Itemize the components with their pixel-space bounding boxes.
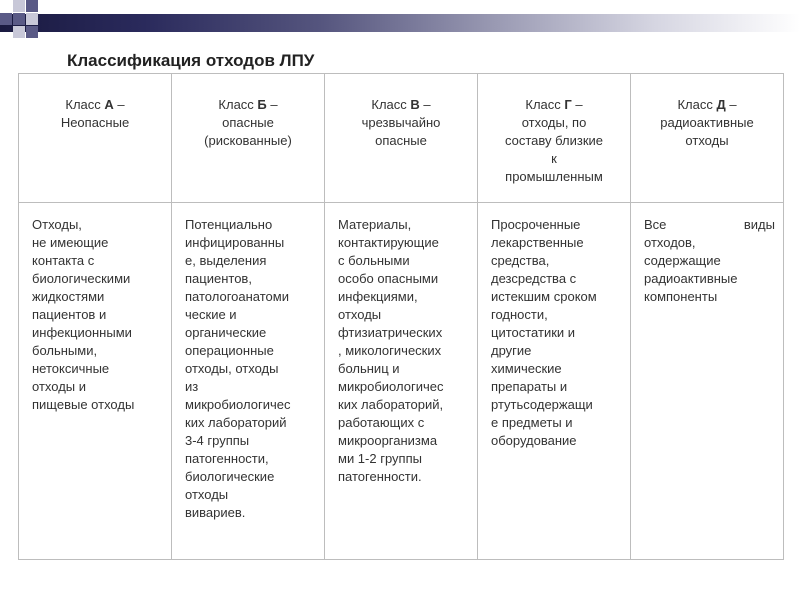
square-7 xyxy=(26,26,38,38)
class-dash: – xyxy=(113,97,125,112)
class-prefix: Класс xyxy=(371,97,411,112)
table-header-row xyxy=(19,74,784,203)
square-2 xyxy=(26,0,38,12)
class-dash: – xyxy=(266,97,278,112)
cell-line: 3-4 группы xyxy=(185,433,250,448)
cell-line: препараты и xyxy=(491,379,568,394)
cell-line: микроорганизма xyxy=(338,433,438,448)
cell-line: инфекциями, xyxy=(338,289,418,304)
cell-line: биологическими xyxy=(32,271,131,286)
class-prefix: Класс xyxy=(218,97,258,112)
square-3 xyxy=(0,13,12,25)
cell-line: нетоксичные xyxy=(32,361,110,376)
cell-word: Все xyxy=(644,217,667,232)
table-content-row xyxy=(19,203,784,560)
cell-line: ких лабораторий xyxy=(185,415,287,430)
class-description: к xyxy=(551,151,557,166)
top-banner xyxy=(0,14,800,32)
cell-line: работающих с xyxy=(338,415,425,430)
class-letter: А xyxy=(104,97,114,112)
header-class-d xyxy=(631,74,784,203)
content-class-v xyxy=(325,203,478,560)
class-dash: – xyxy=(419,97,431,112)
cell-line: химические xyxy=(491,361,562,376)
class-letter: Б xyxy=(257,97,267,112)
cell-line: инфекционными xyxy=(32,325,132,340)
cell-line: цитостатики и xyxy=(491,325,576,340)
class-prefix: Класс xyxy=(525,97,565,112)
cell-line: не имеющие xyxy=(32,235,109,250)
header-class-g xyxy=(478,74,631,203)
cell-line: лекарственные xyxy=(491,235,584,250)
cell-line: вивариев. xyxy=(185,505,246,520)
cell-line: патогенности. xyxy=(338,469,422,484)
cell-line: патогенности, xyxy=(185,451,269,466)
header-class-a xyxy=(19,74,172,203)
cell-line: патологоанатоми xyxy=(185,289,289,304)
cell-line: жидкостями xyxy=(32,289,105,304)
cell-line: с больными xyxy=(338,253,410,268)
cell-line: отходы xyxy=(338,307,382,322)
cell-line: контакта с xyxy=(32,253,95,268)
cell-line: из xyxy=(185,379,199,394)
cell-line: отходы и xyxy=(32,379,86,394)
cell-line: пищевые отходы xyxy=(32,397,135,412)
cell-line: органические xyxy=(185,325,267,340)
class-description: составу близкие xyxy=(505,133,603,148)
cell-line: больниц и xyxy=(338,361,400,376)
content-class-g xyxy=(478,203,631,560)
cell-line: ческие и xyxy=(185,307,237,322)
class-description: отходы xyxy=(685,133,729,148)
cell-line: фтизиатрических xyxy=(338,325,443,340)
cell-line: инфицированны xyxy=(185,235,285,250)
content-class-a xyxy=(19,203,172,560)
cell-line: операционные xyxy=(185,343,274,358)
content-class-d xyxy=(631,203,784,560)
cell-line: отходов, xyxy=(644,235,696,250)
cell-line: пациентов и xyxy=(32,307,107,322)
cell-line: Потенциально xyxy=(185,217,273,232)
class-description: чрезвычайно xyxy=(361,115,441,130)
class-description: радиоактивные xyxy=(660,115,754,130)
cell-line: Просроченные xyxy=(491,217,581,232)
cell-line: пациентов, xyxy=(185,271,252,286)
class-description: отходы, по xyxy=(521,115,587,130)
class-description: Неопасные xyxy=(60,115,130,130)
cell-line: ми 1-2 группы xyxy=(338,451,422,466)
class-prefix: Класс xyxy=(677,97,717,112)
cell-line-justified xyxy=(644,216,775,234)
cell-line: е, выделения xyxy=(185,253,267,268)
content-class-b xyxy=(172,203,325,560)
cell-line: средства, xyxy=(491,253,550,268)
cell-line: Материалы, xyxy=(338,217,412,232)
cell-line: отходы xyxy=(185,487,229,502)
class-letter: Д xyxy=(716,97,726,112)
class-dash: – xyxy=(725,97,737,112)
class-dash: – xyxy=(571,97,583,112)
cell-line: содержащие xyxy=(644,253,721,268)
square-6 xyxy=(13,26,25,38)
class-description: опасные xyxy=(375,133,427,148)
square-5 xyxy=(26,13,38,25)
cell-line: биологические xyxy=(185,469,275,484)
square-1 xyxy=(13,0,25,12)
cell-line: Отходы, xyxy=(32,217,82,232)
cell-line: контактирующие xyxy=(338,235,439,250)
cell-line: , микологических xyxy=(338,343,442,358)
cell-line: дезсредства с xyxy=(491,271,577,286)
cell-line: компоненты xyxy=(644,289,718,304)
class-description: опасные xyxy=(222,115,274,130)
header-class-b xyxy=(172,74,325,203)
cell-line: другие xyxy=(491,343,532,358)
cell-line: оборудование xyxy=(491,433,577,448)
cell-line: истекшим сроком xyxy=(491,289,597,304)
class-prefix: Класс xyxy=(65,97,105,112)
cell-line: ких лабораторий, xyxy=(338,397,444,412)
cell-line: микробиологичес xyxy=(338,379,444,394)
cell-line: особо опасными xyxy=(338,271,439,286)
cell-line: отходы, отходы xyxy=(185,361,279,376)
square-4 xyxy=(13,13,25,25)
cell-line: больными, xyxy=(32,343,98,358)
class-letter: В xyxy=(410,97,420,112)
page-title: Классификация отходов ЛПУ xyxy=(67,51,315,70)
cell-word: виды xyxy=(743,217,775,232)
cell-line: ртутьсодержащи xyxy=(491,397,593,412)
cell-line: годности, xyxy=(491,307,548,322)
cell-line: радиоактивные xyxy=(644,271,738,286)
header-class-v xyxy=(325,74,478,203)
decorative-squares xyxy=(0,0,48,48)
cell-line: е предметы и xyxy=(491,415,573,430)
class-description: (рискованные) xyxy=(204,133,292,148)
class-description: промышленным xyxy=(505,169,603,184)
cell-line: микробиологичес xyxy=(185,397,291,412)
class-letter: Г xyxy=(564,97,572,112)
waste-classification-table xyxy=(18,73,784,560)
